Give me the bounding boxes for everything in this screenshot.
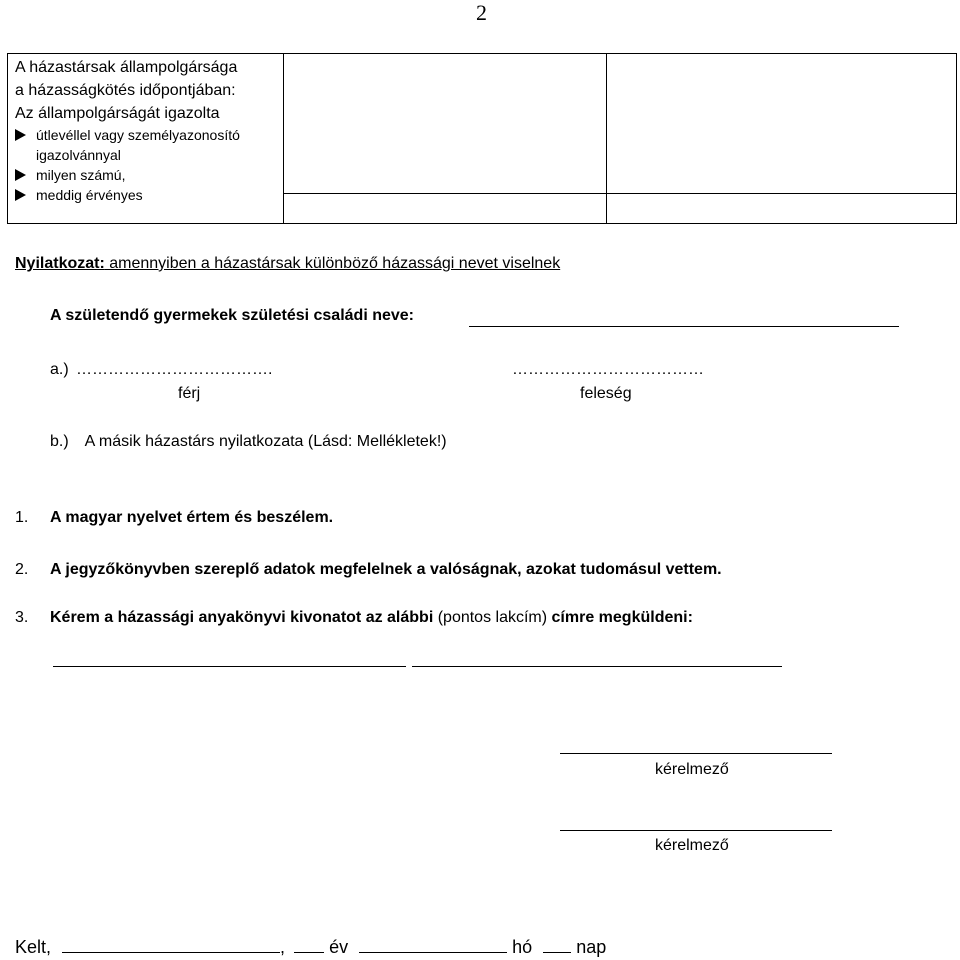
option-b xyxy=(50,433,447,451)
date-line xyxy=(15,936,606,958)
month-label: hó xyxy=(512,937,533,957)
day-label: nap xyxy=(576,937,607,957)
statement-number: 2. xyxy=(15,561,29,578)
signature-label-2: kérelmező xyxy=(655,837,729,854)
address-field-right[interactable] xyxy=(412,650,782,667)
triangle-bullet-icon xyxy=(15,129,26,141)
option-b-prefix: b.) xyxy=(50,433,69,450)
wife-citizenship-cell[interactable] xyxy=(607,54,957,194)
statement-2 xyxy=(15,561,722,579)
bullet-text-continued: igazolvánnyal xyxy=(36,147,121,163)
triangle-bullet-icon xyxy=(15,169,26,181)
husband-label: férj xyxy=(178,385,201,402)
husband-citizenship-cell[interactable] xyxy=(284,54,607,194)
husband-name-field[interactable]: ………………………………. xyxy=(76,361,273,378)
bullet-item-passport xyxy=(15,125,283,165)
statement-text: Kérem a házassági anyakönyvi kivonatot az alábbi xyxy=(50,609,434,626)
year-field[interactable] xyxy=(294,936,324,953)
statement-text: A jegyzőkönyvben szereplő adatok megfelelnek a valóságnak, azokat tudomásul vettem. xyxy=(50,561,722,578)
bullet-item-number xyxy=(15,165,283,185)
citizenship-title-line1: A házastársak állampolgársága xyxy=(15,59,238,76)
statement-text-end: címre megküldeni: xyxy=(551,609,693,626)
declaration-label: Nyilatkozat: xyxy=(15,255,105,272)
page-number: 2 xyxy=(476,0,487,25)
triangle-bullet-icon xyxy=(15,189,26,201)
signature-line-2[interactable] xyxy=(560,814,832,831)
statement-number: 1. xyxy=(15,509,29,526)
citizenship-table xyxy=(7,53,957,224)
place-field[interactable] xyxy=(62,936,280,953)
place-label: Kelt, xyxy=(15,937,52,957)
husband-document-cell[interactable] xyxy=(284,194,607,224)
year-label: év xyxy=(329,937,349,957)
wife-label: feleség xyxy=(580,385,632,402)
wife-document-cell[interactable] xyxy=(607,194,957,224)
statement-text: A magyar nyelvet értem és beszélem. xyxy=(50,509,334,526)
day-field[interactable] xyxy=(543,936,571,953)
date-comma: , xyxy=(280,937,286,957)
bullet-text: milyen számú, xyxy=(36,167,126,183)
statement-address-hint: (pontos lakcím) xyxy=(433,609,552,626)
month-field[interactable] xyxy=(359,936,507,953)
signature-label-1: kérelmező xyxy=(655,761,729,778)
bullet-text: meddig érvényes xyxy=(36,187,143,203)
statement-number: 3. xyxy=(15,609,29,626)
citizenship-title-line2: a házasságkötés időpontjában: xyxy=(15,82,236,99)
wife-name-field[interactable]: ……………………………… xyxy=(512,361,704,378)
address-field-left[interactable] xyxy=(53,650,406,667)
declaration-text: amennyiben a házastársak különböző házassági nevet viselnek xyxy=(104,255,561,272)
child-name-label: A születendő gyermekek születési családi neve: xyxy=(50,307,415,324)
bullet-item-validity xyxy=(15,185,283,205)
citizenship-label-cell xyxy=(8,54,284,224)
option-a-prefix: a.) xyxy=(50,361,69,378)
bullet-text: útlevéllel vagy személyazonosító xyxy=(36,127,240,143)
option-b-text: A másik házastárs nyilatkozata (Lásd: Mellékletek!) xyxy=(84,433,447,450)
child-name-field[interactable] xyxy=(469,310,899,327)
declaration-heading xyxy=(15,255,560,273)
signature-line-1[interactable] xyxy=(560,737,832,754)
proof-intro: Az állampolgárságát igazolta xyxy=(15,105,220,122)
statement-3 xyxy=(15,609,693,627)
statement-1 xyxy=(15,509,333,527)
